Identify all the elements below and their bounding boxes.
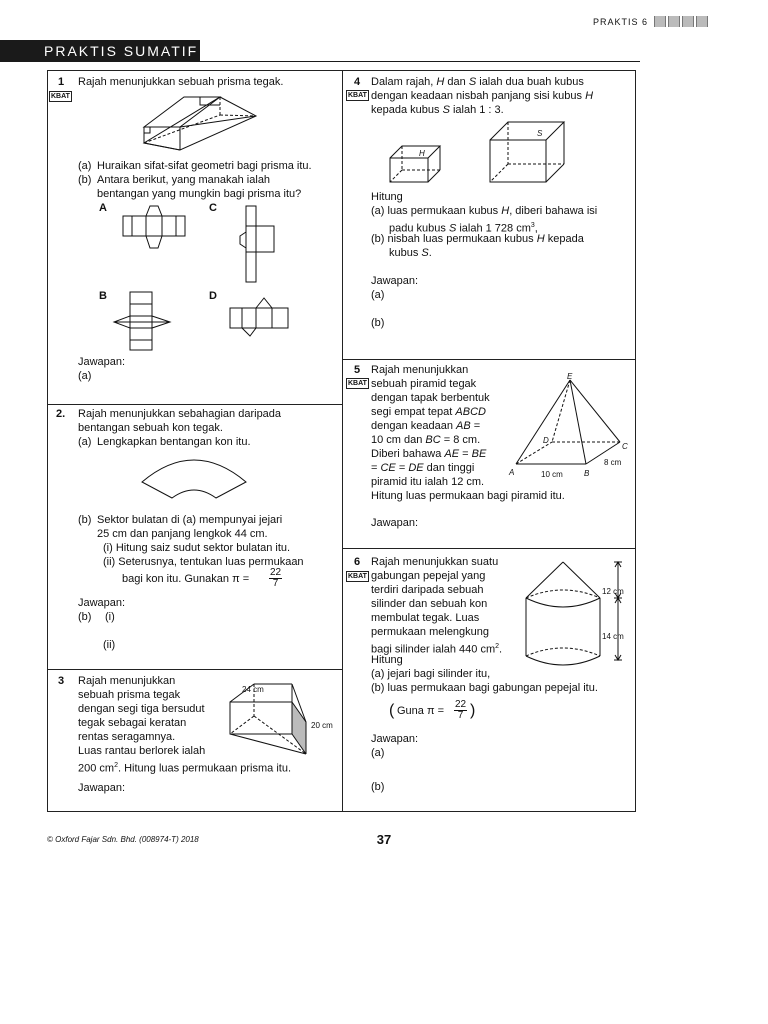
question-number: 1 [58,76,65,88]
answer-label: Jawapan: [371,733,419,745]
question-stem: permukaan melengkung [371,626,490,638]
part-text: (b) nisbah luas permukaan kubus [371,233,537,245]
cube-h-ref: H [436,76,445,88]
triangular-prism-diagram [226,680,310,762]
row-divider [47,404,343,405]
answer-label: Jawapan: [371,517,419,529]
stem-text: dan [444,76,469,88]
question-stem [371,420,480,434]
part-a-label: (a) [78,436,92,448]
banner-rule [0,61,640,62]
question-stem: rentas seragamnya. [78,731,176,743]
question-stem: sebuah piramid tegak [371,378,477,390]
kbat-badge: KBAT [348,92,367,99]
edge-de: DE [408,462,424,474]
answer-b-label: (b) [371,781,385,793]
area-unit-exponent: 2 [114,762,118,769]
question-stem: piramid itu ialah 12 cm. [371,476,485,488]
answer-bi-label: (i) [105,611,115,623]
pi-fraction [269,568,282,589]
question-stem: Diberi bahawa AE = BE [371,448,487,460]
vertex-a: A [509,468,515,477]
column-divider [342,70,343,812]
edge-be: BE [471,448,487,460]
dimension-label-side: 20 cm [311,721,333,730]
answer-a-label: (a) [78,370,92,382]
question-stem [371,104,504,118]
stem-text: Dalam rajah, [371,76,437,88]
base-name: ABCD [455,406,486,418]
question-number: 2. [56,408,66,420]
area-value: 200 cm [78,762,115,775]
stem-text: bagi silinder ialah 440 cm [371,643,496,656]
edge-bc: BC [425,434,441,446]
stem-text: 10 cm dan [371,434,426,446]
stem-text: = [371,462,381,474]
chapter-label: PRAKTIS 6 [592,16,648,27]
part-text: ialah 1 728 cm [456,222,531,235]
stem-text: kepada kubus [371,104,443,116]
section-banner: PRAKTIS SUMATIF [0,40,200,62]
part-text: , [534,222,538,235]
question-stem: membulat tegak. Luas [371,612,480,624]
hitung-label: Hitung [371,654,403,666]
question-number: 4 [354,76,361,88]
question-stem: sebuah prisma tegak [78,689,181,701]
answer-b-label: (b) [371,317,385,329]
decorative-bars [654,16,708,27]
question-stem: Rajah menunjukkan suatu [371,556,499,568]
answer-label: Jawapan: [78,356,126,368]
part-b-text: bentangan yang mungkin bagi prisma itu? [97,188,302,200]
cube-h-label: H [419,149,425,158]
dimension-bc: 8 cm [604,458,622,467]
question-stem: Hitung luas permukaan bagi piramid itu. [371,490,565,502]
part-b-text: Antara berikut, yang manakah ialah [97,174,271,186]
prism-diagram [140,93,260,155]
question-stem: terdiri daripada sebuah [371,584,484,596]
part-a-text: (a) jejari bagi silinder itu, [371,668,491,680]
unit-exponent: 3 [530,222,535,229]
question-stem: dengan tapak berbentuk [371,392,490,404]
stem-text: dengan keadaan nisbah panjang sisi kubus [371,90,586,102]
part-a-text: Lengkapkan bentangan kon itu. [97,436,251,448]
stem-text: = [395,462,409,474]
stem-text: ialah dua buah kubus [476,76,584,88]
part-a-label: (a) [78,160,92,172]
dimension-label-top: 24 cm [242,685,264,694]
pi-fraction [454,700,467,721]
hitung-label: Hitung [371,191,403,203]
page-number: 37 [376,832,392,847]
dimension-cylinder-height: 14 cm [602,632,624,641]
part-bii-text: (ii) Seterusnya, tentukan luas permukaan [103,556,304,568]
part-text: kubus [389,247,422,259]
open-paren: ( [389,702,395,719]
sector-diagram [138,452,250,502]
guna-text: Guna π = [397,705,445,717]
option-a-label: A [99,202,107,214]
edge-ae: AE [444,448,460,460]
part-bii-text: bagi kon itu. Gunakan π = [122,573,250,585]
part-b-text [371,233,584,247]
answer-label: Jawapan: [371,275,419,287]
chapter-header [593,16,708,27]
cube-s-label: S [537,129,543,138]
question-stem: Rajah menunjukkan sebahagian daripada [78,408,282,420]
question-stem: Rajah menunjukkan sebuah prisma tegak. [78,76,284,88]
cube-s-ref: S [442,104,450,116]
stem-text: . [499,643,503,656]
question-stem: silinder dan sebuah kon [371,598,488,610]
part-text: kepada [544,233,584,245]
vertex-c: C [622,442,628,451]
vertex-d: D [543,436,549,445]
kbat-badge: KBAT [348,380,367,387]
part-b-text [389,247,432,261]
part-text: padu kubus [389,222,449,235]
question-stem: Luas rantau berlorek ialah [78,745,206,757]
option-b-label: B [99,290,107,302]
close-paren: ) [470,702,476,719]
option-c-label: C [209,202,217,214]
question-stem [371,76,584,90]
stem-text: = 8 cm. [440,434,481,446]
part-b-label: (b) [78,174,92,186]
question-stem-end: . Hitung luas permukaan prisma itu. [117,762,292,775]
pi-numerator: 22 [270,567,282,578]
answer-bii-label: (ii) [103,639,116,651]
kbat-badge: KBAT [51,93,70,100]
part-b-text: Sektor bulatan di (a) mempunyai jejari [97,514,283,526]
pi-denominator: 7 [272,578,279,589]
cube-s-ref: S [448,222,457,235]
question-stem [371,90,593,104]
row-divider [342,359,636,360]
question-number: 3 [58,675,65,687]
row-divider [47,669,343,670]
question-stem [371,434,480,448]
unit-exponent: 2 [495,643,500,650]
pi-denominator: 7 [457,710,464,721]
question-stem: Rajah menunjukkan [371,364,469,376]
part-text: , diberi bahawa isi [509,205,598,217]
part-bi-text: (i) Hitung saiz sudut sektor bulatan itu. [103,542,291,554]
stem-text: dengan keadaan [371,420,457,432]
pi-numerator: 22 [455,699,467,710]
edge-ce: CE [380,462,396,474]
question-stem [371,406,486,420]
question-number: 5 [354,364,361,376]
vertex-e: E [567,372,573,381]
part-b-text: 25 cm dan panjang lengkok 44 cm. [97,528,268,540]
question-number: 6 [354,556,361,568]
copyright: © Oxford Fajar Sdn. Bhd. (008974-T) 2018 [47,835,199,844]
cube-s-ref: S [468,76,477,88]
part-b-label: (b) [78,514,92,526]
answer-a-label: (a) [371,747,385,759]
part-a-text [371,205,597,219]
stem-text: ialah 1 : 3. [449,104,504,116]
kbat-badge: KBAT [348,573,367,580]
net-option-b [112,290,172,352]
stem-text: dan tinggi [423,462,475,474]
dimension-ab: 10 cm [541,470,563,479]
answer-b-label: (b) [78,611,92,623]
stem-text: segi empat tepat [371,406,456,418]
stem-text: Diberi bahawa [371,448,445,460]
part-text: (a) luas permukaan kubus [371,205,502,217]
dimension-cone-height: 12 cm [602,587,624,596]
net-option-a [122,204,186,250]
question-stem: dengan segi tiga bersudut [78,703,205,715]
answer-label: Jawapan: [78,597,126,609]
cube-h-ref: H [501,205,510,217]
question-stem: Rajah menunjukkan [78,675,176,687]
answer-label: Jawapan: [78,782,126,794]
cubes-diagram [388,120,588,186]
net-option-c [238,204,278,284]
question-stem: bentangan sebuah kon tegak. [78,422,223,434]
cube-s-ref: S [421,247,429,259]
net-option-d [228,296,292,336]
vertex-b: B [584,469,590,478]
part-text: . [428,247,432,259]
part-b-text: (b) luas permukaan bagi gabungan pepejal itu. [371,682,598,694]
stem-text: = [470,420,481,432]
cube-h-ref: H [536,233,545,245]
edge-ab: AB [456,420,471,432]
cube-h-ref: H [585,90,594,102]
question-stem: gabungan pepejal yang [371,570,486,582]
answer-a-label: (a) [371,289,385,301]
row-divider [342,548,636,549]
part-a-text: Huraikan sifat-sifat geometri bagi prisma itu. [97,160,312,172]
question-stem [371,462,474,476]
option-d-label: D [209,290,217,302]
cone-cylinder-diagram [522,560,626,672]
question-stem: tegak sebagai keratan [78,717,187,729]
